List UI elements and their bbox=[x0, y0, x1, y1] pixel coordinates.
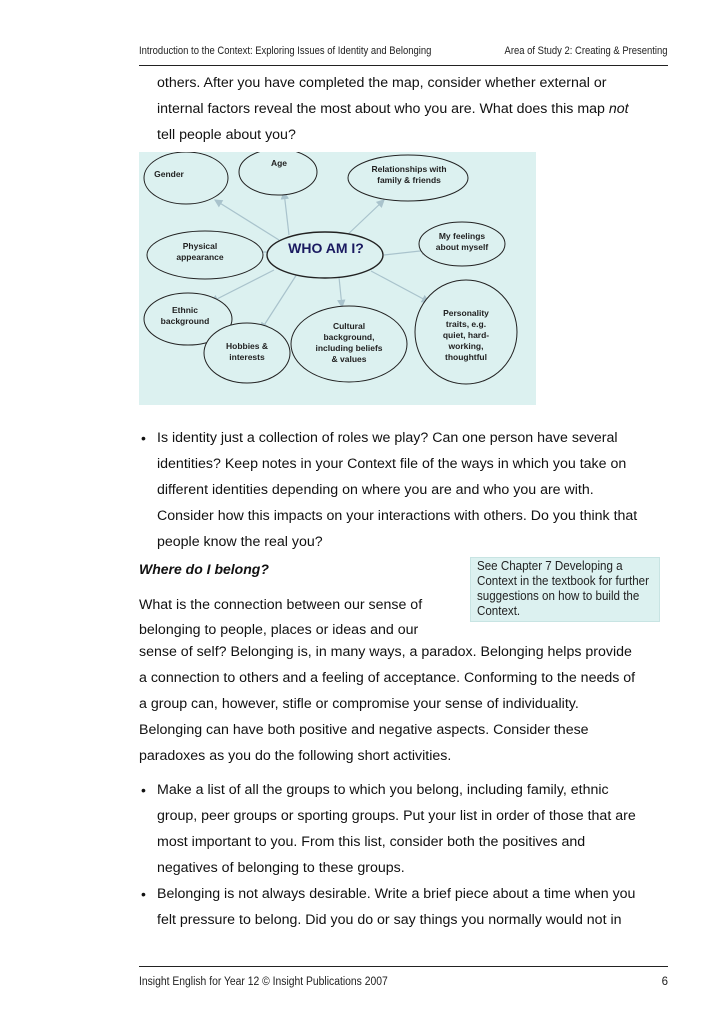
sidebar-note-line: Context. bbox=[477, 604, 521, 618]
header-right: Area of Study 2: Creating & Presenting bbox=[504, 45, 668, 57]
bullet2-line: group, peer groups or sporting groups. Put your list in order of those that are bbox=[157, 808, 636, 824]
label-physical: Physical appearance bbox=[176, 241, 224, 262]
label-who-am-i: WHO AM I? bbox=[288, 240, 364, 256]
bullet1-line: Is identity just a collection of roles we play? Can one person have several bbox=[157, 430, 618, 446]
paragraph-line: a group can, however, stifle or compromise your sense of individuality. bbox=[139, 696, 579, 712]
intro-line-1: others. After you have completed the map, consider whether external or bbox=[157, 75, 607, 91]
paragraph-line: a connection to others and a feeling of acceptance. Conforming to the needs of bbox=[139, 670, 636, 686]
bullet-marker: • bbox=[141, 886, 146, 902]
sidebar-note-line: Context in the textbook for further bbox=[477, 574, 649, 588]
who-am-i-mind-map bbox=[139, 152, 536, 405]
bullet-marker: • bbox=[141, 782, 146, 798]
intro-line-2-text: internal factors reveal the most about who you are. What does this map bbox=[157, 101, 609, 117]
sidebar-note-line: See Chapter 7 Developing a bbox=[477, 559, 623, 573]
arrow-personality bbox=[371, 271, 429, 302]
label-cultural: Cultural background, including beliefs & values bbox=[315, 321, 383, 364]
paragraph-line: belonging to people, places or ideas and our bbox=[139, 622, 419, 638]
bullet3-line: Belonging is not always desirable. Write a brief piece about a time when you bbox=[157, 886, 636, 902]
label-feelings: My feelings about myself bbox=[435, 231, 489, 252]
sidebar-note bbox=[470, 557, 660, 622]
mind-map-graphics bbox=[139, 152, 536, 405]
section-heading: Where do I belong? bbox=[139, 561, 269, 577]
paragraph-line: sense of self? Belonging is, in many ways, a paradox. Belonging helps provide bbox=[139, 644, 632, 660]
label-age: Age bbox=[270, 158, 288, 168]
arrow-cultural bbox=[339, 277, 342, 307]
bullet1-line: Consider how this impacts on your interactions with others. Do you think that bbox=[157, 508, 638, 524]
running-footer bbox=[139, 966, 668, 995]
paragraph-line: Belonging can have both positive and negative aspects. Consider these bbox=[139, 722, 589, 738]
bullet3-line: felt pressure to belong. Did you do or say things you normally would not in bbox=[157, 912, 622, 928]
bullet1-line: people know the real you? bbox=[157, 534, 323, 550]
arrow-age bbox=[284, 192, 289, 235]
arrow-relationships bbox=[344, 200, 384, 238]
label-relationships: Relationships with family & friends bbox=[371, 164, 447, 185]
bullet2-line: Make a list of all the groups to which you belong, including family, ethnic bbox=[157, 782, 609, 798]
paragraph-line: paradoxes as you do the following short activities. bbox=[139, 748, 452, 764]
bullet-marker: • bbox=[141, 430, 146, 446]
sidebar-note-line: suggestions on how to build the bbox=[477, 589, 640, 603]
bullet2-line: negatives of belonging to these groups. bbox=[157, 860, 405, 876]
header-left: Introduction to the Context: Exploring Issues of Identity and Belonging bbox=[139, 45, 432, 57]
bullet1-line: different identities depending on where you are and who you are with. bbox=[157, 482, 594, 498]
bullet2-line: most important to you. From this list, consider both the positives and bbox=[157, 834, 586, 850]
arrow-hobbies bbox=[261, 274, 297, 330]
label-ethnic: Ethnic background bbox=[160, 305, 210, 326]
paragraph-line: What is the connection between our sense of bbox=[139, 597, 423, 613]
label-gender: Gender bbox=[154, 169, 184, 179]
label-personality: Personality traits, e.g. quiet, hard- working, thoughtful bbox=[442, 308, 490, 362]
intro-line-2 bbox=[157, 96, 629, 122]
footer-copyright: Insight English for Year 12 © Insight Publications 2007 bbox=[139, 976, 388, 988]
running-header bbox=[139, 43, 668, 66]
label-hobbies: Hobbies & interests bbox=[225, 341, 269, 362]
intro-line-3: tell people about you? bbox=[157, 127, 296, 143]
page-number: 6 bbox=[661, 976, 668, 988]
intro-line-2-emphasis: not bbox=[608, 101, 629, 117]
bullet1-line: identities? Keep notes in your Context file of the ways in which you take on bbox=[157, 456, 627, 472]
